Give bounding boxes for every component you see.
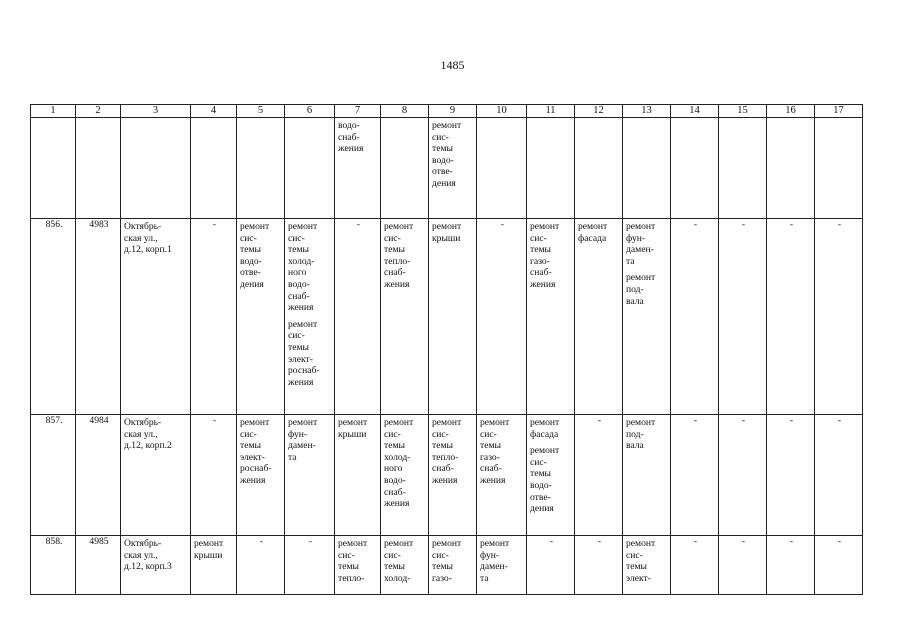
work-cell xyxy=(429,118,477,219)
cell-line: темы xyxy=(432,143,453,155)
work-item xyxy=(530,417,573,440)
work-item xyxy=(480,538,525,584)
work-cell xyxy=(429,536,477,595)
cell-line: ремонт xyxy=(626,538,656,549)
work-cell xyxy=(527,219,575,415)
cell-line: жения xyxy=(288,302,314,314)
table-row xyxy=(31,415,863,536)
building-code: 4984 xyxy=(76,415,121,536)
cell-line: вала xyxy=(626,295,644,307)
cell-line: ремонт xyxy=(432,417,462,428)
empty-dash: - xyxy=(767,219,815,415)
cell-line: дамен- xyxy=(480,561,508,573)
work-cell xyxy=(623,219,671,415)
cell-line: отве- xyxy=(240,267,261,279)
cell-line: ремонт xyxy=(288,221,318,232)
empty-dash: - xyxy=(527,536,575,595)
work-cell xyxy=(477,536,527,595)
cell-line: фасада xyxy=(530,428,559,440)
cell-line: жения xyxy=(384,278,410,290)
cell-line: та xyxy=(626,255,635,267)
work-cell xyxy=(237,219,285,415)
empty-cell xyxy=(237,118,285,219)
cell-line: темы xyxy=(288,244,309,256)
work-cell xyxy=(191,536,237,595)
row-number: 858. xyxy=(31,536,76,595)
work-cell xyxy=(575,219,623,415)
work-cell xyxy=(335,415,381,536)
cell-line: ремонт xyxy=(338,538,368,549)
cell-line: дамен- xyxy=(288,440,316,452)
cell-line: темы xyxy=(384,440,405,452)
cell-line: ремонт xyxy=(288,318,318,330)
cell-line: сис- xyxy=(432,428,449,440)
work-cell xyxy=(285,415,335,536)
work-cell xyxy=(237,415,285,536)
work-item xyxy=(338,538,379,584)
column-number: 11 xyxy=(527,105,575,118)
cell-line: ного xyxy=(288,267,307,279)
empty-cell xyxy=(527,118,575,219)
cell-line: вала xyxy=(626,440,644,452)
work-item xyxy=(530,445,573,515)
cell-line: жения xyxy=(240,474,266,486)
work-cell xyxy=(285,219,335,415)
cell-line: элект- xyxy=(240,451,265,463)
building-code: 4985 xyxy=(76,536,121,595)
work-item xyxy=(384,538,427,584)
cell-line: элект- xyxy=(626,572,651,584)
cell-line: крыши xyxy=(338,428,367,440)
work-cell xyxy=(623,536,671,595)
cell-line: темы xyxy=(240,244,261,256)
work-cell xyxy=(429,219,477,415)
cell-line: ремонт xyxy=(384,417,414,428)
work-item xyxy=(384,221,427,291)
empty-dash: - xyxy=(767,415,815,536)
work-item xyxy=(530,221,573,291)
cell-line: темы xyxy=(240,440,261,452)
cell-line: ремонт xyxy=(432,120,462,131)
column-number: 10 xyxy=(477,105,527,118)
table-row xyxy=(31,118,863,219)
work-item xyxy=(194,538,235,561)
work-item xyxy=(480,417,525,487)
work-cell xyxy=(381,219,429,415)
cell-line: д.12, корп.1 xyxy=(124,244,172,256)
row-number xyxy=(31,118,76,219)
cell-line: ремонт xyxy=(530,417,560,428)
work-cell xyxy=(381,536,429,595)
cell-line: ская ул., xyxy=(124,549,158,561)
empty-dash: - xyxy=(815,536,863,595)
empty-dash: - xyxy=(285,536,335,595)
cell-line: ремонт xyxy=(626,272,656,284)
cell-line: та xyxy=(288,451,297,463)
cell-line: ремонт xyxy=(288,417,318,428)
cell-line: сис- xyxy=(384,428,401,440)
work-item xyxy=(432,417,475,487)
work-cell xyxy=(121,219,191,415)
cell-line: ремонт xyxy=(240,221,270,232)
cell-line: жения xyxy=(338,143,364,155)
empty-dash: - xyxy=(575,536,623,595)
work-item xyxy=(626,538,669,584)
column-number: 4 xyxy=(191,105,237,118)
cell-line: снаб- xyxy=(432,463,454,475)
empty-cell xyxy=(191,118,237,219)
cell-line: крыши xyxy=(432,232,461,244)
cell-line: Октябрь- xyxy=(124,417,162,428)
empty-cell xyxy=(623,118,671,219)
cell-line: снаб- xyxy=(338,131,360,143)
cell-line: сис- xyxy=(626,549,643,561)
work-cell xyxy=(477,415,527,536)
empty-cell xyxy=(671,118,719,219)
column-number: 7 xyxy=(335,105,381,118)
table-body xyxy=(31,105,863,595)
repair-schedule-table xyxy=(30,104,863,595)
work-item xyxy=(578,221,621,244)
cell-line: ремонт xyxy=(384,221,414,232)
work-item xyxy=(288,319,333,389)
cell-line: газо- xyxy=(480,451,500,463)
empty-dash: - xyxy=(237,536,285,595)
column-number: 15 xyxy=(719,105,767,118)
empty-dash: - xyxy=(191,415,237,536)
empty-cell xyxy=(477,118,527,219)
cell-line: сис- xyxy=(530,456,547,468)
work-cell xyxy=(381,415,429,536)
work-item xyxy=(432,538,475,584)
cell-line: газо- xyxy=(432,572,452,584)
empty-dash: - xyxy=(191,219,237,415)
cell-line: под- xyxy=(626,283,644,295)
empty-cell xyxy=(815,118,863,219)
empty-cell xyxy=(121,118,191,219)
work-cell xyxy=(121,536,191,595)
work-item xyxy=(124,417,189,452)
building-code: 4983 xyxy=(76,219,121,415)
cell-line: сис- xyxy=(240,428,257,440)
cell-line: ремонт xyxy=(530,445,560,457)
work-item xyxy=(626,272,669,307)
cell-line: фун- xyxy=(626,232,646,244)
empty-cell xyxy=(381,118,429,219)
cell-line: ремонт xyxy=(480,538,510,549)
cell-line: тепло- xyxy=(432,451,459,463)
cell-line: ская ул., xyxy=(124,232,158,244)
row-number: 856. xyxy=(31,219,76,415)
cell-line: ремонт xyxy=(338,417,368,428)
cell-line: холод- xyxy=(288,255,315,267)
cell-line: ремонт xyxy=(432,538,462,549)
work-item xyxy=(240,417,283,487)
empty-cell xyxy=(767,118,815,219)
cell-line: сис- xyxy=(432,549,449,561)
cell-line: ская ул., xyxy=(124,428,158,440)
cell-line: сис- xyxy=(240,232,257,244)
cell-line: Октябрь- xyxy=(124,538,162,549)
cell-line: темы xyxy=(338,561,359,573)
cell-line: водо- xyxy=(338,120,360,131)
empty-cell xyxy=(575,118,623,219)
cell-line: темы xyxy=(626,561,647,573)
work-item xyxy=(626,417,669,452)
work-item xyxy=(124,538,189,573)
column-number: 5 xyxy=(237,105,285,118)
cell-line: ного xyxy=(384,463,403,475)
cell-line: та xyxy=(480,572,489,584)
work-cell xyxy=(623,415,671,536)
work-cell xyxy=(121,415,191,536)
work-cell xyxy=(527,415,575,536)
cell-line: ремонт xyxy=(240,417,270,428)
empty-dash: - xyxy=(815,219,863,415)
row-number: 857. xyxy=(31,415,76,536)
empty-dash: - xyxy=(477,219,527,415)
column-number: 13 xyxy=(623,105,671,118)
empty-dash: - xyxy=(671,219,719,415)
cell-line: снаб- xyxy=(480,463,502,475)
page-number: 1485 xyxy=(440,58,465,72)
cell-line: сис- xyxy=(480,428,497,440)
cell-line: холод- xyxy=(384,451,411,463)
cell-line: крыши xyxy=(194,549,223,561)
cell-line: темы xyxy=(288,341,309,353)
empty-dash: - xyxy=(815,415,863,536)
cell-line: сис- xyxy=(288,232,305,244)
cell-line: жения xyxy=(530,278,556,290)
cell-line: жения xyxy=(480,474,506,486)
empty-dash: - xyxy=(671,415,719,536)
work-item xyxy=(338,120,379,155)
column-number: 6 xyxy=(285,105,335,118)
cell-line: тепло- xyxy=(338,572,365,584)
cell-line: сис- xyxy=(384,549,401,561)
cell-line: ремонт xyxy=(480,417,510,428)
cell-line: Октябрь- xyxy=(124,221,162,232)
work-item xyxy=(626,221,669,267)
cell-line: фун- xyxy=(480,549,500,561)
cell-line: ремонт xyxy=(578,221,608,232)
cell-line: ремонт xyxy=(432,221,462,232)
cell-line: сис- xyxy=(530,232,547,244)
empty-cell xyxy=(719,118,767,219)
column-number: 3 xyxy=(121,105,191,118)
empty-dash: - xyxy=(575,415,623,536)
cell-line: жения xyxy=(384,498,410,510)
work-item xyxy=(124,221,189,256)
cell-line: темы xyxy=(530,244,551,256)
empty-dash: - xyxy=(719,536,767,595)
work-item xyxy=(288,221,333,314)
cell-line: дамен- xyxy=(626,244,654,256)
cell-line: водо- xyxy=(432,154,454,166)
cell-line: д.12, корп.3 xyxy=(124,561,172,573)
empty-dash: - xyxy=(767,536,815,595)
cell-line: под- xyxy=(626,428,644,440)
cell-line: ремонт xyxy=(626,417,656,428)
work-item xyxy=(384,417,427,510)
cell-line: снаб- xyxy=(530,267,552,279)
work-item xyxy=(432,221,475,244)
cell-line: холод- xyxy=(384,572,411,584)
cell-line: водо- xyxy=(288,278,310,290)
cell-line: темы xyxy=(384,244,405,256)
column-number: 1 xyxy=(31,105,76,118)
work-item xyxy=(288,417,333,463)
cell-line: темы xyxy=(432,440,453,452)
cell-line: темы xyxy=(384,561,405,573)
cell-line: сис- xyxy=(288,330,305,342)
empty-dash: - xyxy=(335,219,381,415)
work-cell xyxy=(335,536,381,595)
column-number: 17 xyxy=(815,105,863,118)
empty-dash: - xyxy=(719,219,767,415)
cell-line: сис- xyxy=(338,549,355,561)
table-row xyxy=(31,219,863,415)
cell-line: д.12, корп.2 xyxy=(124,440,172,452)
cell-line: отве- xyxy=(432,166,453,178)
cell-line: ремонт xyxy=(384,538,414,549)
cell-line: дения xyxy=(432,177,456,189)
cell-line: темы xyxy=(480,440,501,452)
empty-dash: - xyxy=(719,415,767,536)
cell-line: роснаб- xyxy=(240,463,272,475)
building-code xyxy=(76,118,121,219)
cell-line: водо- xyxy=(240,255,262,267)
empty-cell xyxy=(285,118,335,219)
cell-line: снаб- xyxy=(288,290,310,302)
cell-line: снаб- xyxy=(384,486,406,498)
column-number: 14 xyxy=(671,105,719,118)
work-item xyxy=(432,120,475,190)
cell-line: ремонт xyxy=(194,538,224,549)
column-number: 12 xyxy=(575,105,623,118)
column-number: 9 xyxy=(429,105,477,118)
cell-line: ремонт xyxy=(626,221,656,232)
cell-line: жения xyxy=(432,474,458,486)
cell-line: отве- xyxy=(530,491,551,503)
column-number: 16 xyxy=(767,105,815,118)
cell-line: элект- xyxy=(288,353,313,365)
work-cell xyxy=(335,118,381,219)
work-item xyxy=(240,221,283,291)
column-number-row xyxy=(31,105,863,118)
cell-line: газо- xyxy=(530,255,550,267)
work-cell xyxy=(429,415,477,536)
table-row xyxy=(31,536,863,595)
cell-line: водо- xyxy=(384,474,406,486)
column-number: 8 xyxy=(381,105,429,118)
column-number: 2 xyxy=(76,105,121,118)
cell-line: ремонт xyxy=(530,221,560,232)
cell-line: сис- xyxy=(432,131,449,143)
cell-line: водо- xyxy=(530,479,552,491)
cell-line: сис- xyxy=(384,232,401,244)
cell-line: темы xyxy=(530,468,551,480)
cell-line: дения xyxy=(530,503,554,515)
cell-line: фасада xyxy=(578,232,607,244)
empty-dash: - xyxy=(671,536,719,595)
work-item xyxy=(338,417,379,440)
cell-line: снаб- xyxy=(384,267,406,279)
cell-line: темы xyxy=(432,561,453,573)
cell-line: фун- xyxy=(288,428,308,440)
cell-line: тепло- xyxy=(384,255,411,267)
cell-line: роснаб- xyxy=(288,365,320,377)
cell-line: жения xyxy=(288,376,314,388)
cell-line: дения xyxy=(240,278,264,290)
